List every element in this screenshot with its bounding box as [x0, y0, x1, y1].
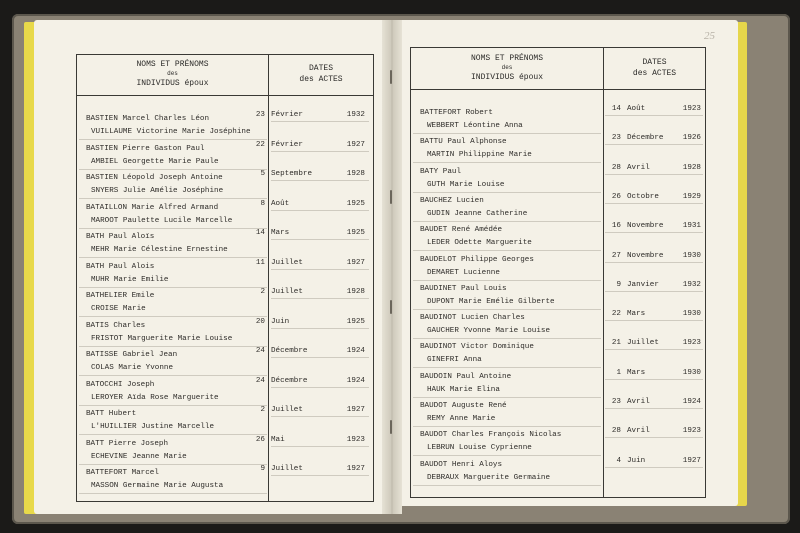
row-rule [271, 475, 369, 476]
act-month: Novembre [627, 251, 664, 260]
act-month: Juillet [627, 339, 659, 348]
wife-name: SNYERS Julie Amélie Joséphine [91, 187, 224, 195]
header-rule [411, 89, 705, 90]
row-rule [79, 434, 267, 435]
act-day: 1 [616, 368, 621, 377]
names-header-line2: des [167, 70, 178, 77]
act-year: 1932 [346, 111, 365, 119]
row-rule [413, 133, 601, 134]
wife-name: WEBBERT Léontine Anna [427, 122, 523, 130]
act-year: 1932 [682, 280, 701, 289]
act-month: Avril [627, 163, 650, 172]
act-day: 24 [255, 376, 265, 385]
act-year: 1927 [346, 406, 365, 414]
wife-name: VUILLAUME Victorine Marie Joséphine [91, 128, 251, 136]
husband-name: BATTEFORT Robert [420, 109, 493, 117]
act-month: Avril [627, 427, 650, 436]
husband-name: BATH Paul Alois [86, 262, 155, 271]
wife-name: MEHR Marie Célestine Ernestine [91, 246, 228, 254]
row-rule [79, 257, 267, 258]
row-rule [605, 203, 703, 204]
act-day: 5 [260, 170, 265, 178]
wife-name: HAUK Marie Elina [427, 385, 500, 394]
act-month: Avril [627, 398, 650, 406]
act-month: Août [271, 199, 290, 208]
row-rule [605, 291, 703, 292]
act-month: Août [627, 105, 646, 113]
row-rule [605, 379, 703, 380]
act-year: 1930 [682, 251, 701, 260]
dates-header-line1: DATES [642, 58, 667, 67]
act-month: Octobre [627, 192, 659, 201]
husband-name: BATAILLON Marie Alfred Armand [86, 203, 219, 212]
wife-name: LEDER Odette Marguerite [427, 239, 532, 248]
wife-name: MARTIN Philippine Marie [427, 151, 532, 160]
act-month: Janvier [627, 280, 659, 289]
act-day: 16 [611, 222, 621, 231]
row-rule [413, 162, 601, 163]
wife-name: REMY Anne Marie [427, 415, 496, 423]
act-month: Mars [271, 229, 290, 237]
act-year: 1923 [346, 435, 365, 444]
dates-header-line2: des ACTES [632, 69, 677, 78]
act-year: 1925 [346, 229, 365, 237]
act-year: 1924 [346, 347, 365, 355]
row-rule [413, 192, 601, 193]
row-rule [79, 405, 267, 406]
row-rule [79, 464, 267, 465]
husband-name: BAUDINOT Victor Dominique [420, 343, 534, 352]
row-rule [79, 375, 267, 376]
act-month: Mars [627, 310, 646, 319]
act-day: 8 [260, 199, 265, 208]
row-rule [271, 151, 369, 152]
names-header [411, 53, 603, 83]
husband-name: BATISSE Gabriel Jean [86, 351, 178, 359]
act-day: 2 [260, 288, 265, 296]
act-day: 26 [255, 435, 265, 444]
row-rule [605, 262, 703, 263]
husband-name: BASTIEN Léopold Joseph Antoine [86, 174, 223, 182]
act-year: 1924 [682, 398, 701, 406]
row-rule [413, 397, 601, 398]
binding-stitch [390, 300, 392, 314]
wife-name: LEROYER Aïda Rose Marguerite [91, 393, 219, 402]
husband-name: BAUCHEZ Lucien [420, 196, 484, 205]
wife-name: DEBRAUX Marguerite Germaine [427, 473, 551, 482]
binding-stitch [390, 70, 392, 84]
wife-name: FRISTOT Marguerite Marie Louise [91, 334, 233, 343]
act-day: 14 [255, 229, 265, 237]
row-rule [271, 387, 369, 388]
row-rule [605, 174, 703, 175]
header-rule [77, 95, 373, 96]
act-month: Juin [271, 317, 290, 326]
act-day: 26 [611, 192, 621, 201]
row-rule [271, 180, 369, 181]
act-day: 23 [255, 111, 265, 119]
row-rule [605, 144, 703, 145]
row-rule [79, 169, 267, 170]
row-rule [413, 250, 601, 251]
wife-name: DUPONT Marie Emélie Gilberte [427, 297, 555, 306]
husband-name: BATY Paul [420, 167, 462, 176]
act-month: Décembre [627, 134, 664, 143]
husband-name: BATT Hubert [86, 410, 137, 418]
row-rule [271, 298, 369, 299]
wife-name: MASSON Germaine Marie Augusta [91, 482, 224, 490]
row-rule [271, 446, 369, 447]
row-rule [413, 309, 601, 310]
act-year: 1928 [682, 163, 701, 172]
act-year: 1925 [346, 199, 365, 208]
act-year: 1927 [346, 465, 365, 473]
husband-name: BASTIEN Pierre Gaston Paul [86, 144, 205, 153]
row-rule [271, 239, 369, 240]
row-rule [271, 416, 369, 417]
act-month: Mars [627, 368, 646, 377]
husband-name: BATTU Paul Alphonse [420, 138, 507, 147]
row-rule [271, 328, 369, 329]
act-month: Juillet [271, 465, 303, 473]
column-divider [268, 55, 269, 501]
row-rule [79, 139, 267, 140]
row-rule [605, 467, 703, 468]
binding-stitch [390, 420, 392, 434]
husband-name: BAUDET René Amédée [420, 226, 503, 235]
act-year: 1926 [682, 134, 701, 143]
act-month: Février [271, 111, 303, 119]
act-day: 14 [611, 105, 621, 113]
names-header-line1: NOMS ET PRÉNOMS [470, 54, 543, 63]
act-month: Décembre [271, 376, 308, 385]
dates-header [604, 57, 705, 79]
act-month: Février [271, 140, 303, 149]
act-day: 22 [255, 140, 265, 149]
act-year: 1923 [682, 427, 701, 436]
wife-name: AMBIEL Georgette Marie Paule [91, 157, 219, 166]
act-day: 9 [616, 280, 621, 289]
act-month: Juillet [271, 258, 303, 267]
act-year: 1928 [346, 170, 365, 178]
act-year: 1927 [346, 140, 365, 149]
row-rule [79, 228, 267, 229]
names-header-line2: des [501, 64, 513, 71]
row-rule [605, 408, 703, 409]
wife-name: ECHEVINE Jeanne Marie [91, 452, 187, 461]
row-rule [271, 121, 369, 122]
husband-name: BAUDOT Charles François Nicolas [420, 431, 562, 440]
row-rule [605, 320, 703, 321]
row-rule [413, 485, 601, 486]
husband-name: BATHELIER Emile [86, 292, 155, 300]
row-rule [271, 210, 369, 211]
row-rule [271, 357, 369, 358]
row-rule [413, 338, 601, 339]
names-header-line3: INDIVIDUS époux [136, 79, 209, 88]
act-day: 4 [616, 456, 621, 465]
book-gutter [382, 20, 402, 514]
names-header-line3: INDIVIDUS époux [470, 73, 543, 82]
names-header-line1: NOMS ET PRÉNOMS [136, 60, 209, 69]
column-divider [603, 48, 604, 497]
act-year: 1930 [682, 368, 701, 377]
act-year: 1928 [346, 288, 365, 296]
act-month: Juin [627, 456, 646, 465]
row-rule [79, 198, 267, 199]
act-month: Novembre [627, 222, 664, 231]
wife-name: L'HUILLIER Justine Marcelle [91, 423, 215, 431]
act-day: 22 [611, 310, 621, 319]
act-day: 24 [255, 347, 265, 355]
wife-name: LEBRUN Louise Cyprienne [427, 444, 532, 453]
act-year: 1929 [682, 192, 701, 201]
row-rule [79, 346, 267, 347]
row-rule [271, 269, 369, 270]
act-year: 1930 [682, 310, 701, 319]
act-month: Juillet [271, 288, 303, 296]
husband-name: BATOCCHI Joseph [86, 380, 155, 389]
act-month: Septembre [271, 170, 313, 178]
act-month: Mai [271, 435, 285, 444]
names-header [77, 59, 268, 89]
husband-name: BATTEFORT Marcel [86, 469, 159, 477]
husband-name: BASTIEN Marcel Charles Léon [86, 115, 210, 123]
husband-name: BATIS Charles [86, 321, 146, 330]
row-rule [413, 221, 601, 222]
act-day: 27 [611, 251, 621, 260]
row-rule [79, 316, 267, 317]
wife-name: COLAS Marie Yvonne [91, 364, 174, 372]
act-year: 1925 [346, 317, 365, 326]
wife-name: GINEFRI Anna [427, 356, 482, 365]
binding-stitch [390, 190, 392, 204]
row-rule [413, 280, 601, 281]
row-rule [413, 455, 601, 456]
register-table-left [76, 54, 374, 502]
husband-name: BAUDOIN Paul Antoine [420, 372, 512, 381]
act-day: 28 [611, 163, 621, 172]
husband-name: BAUDINOT Lucien Charles [420, 314, 525, 323]
husband-name: BATH Paul Aloïs [86, 233, 155, 241]
act-year: 1927 [682, 456, 701, 465]
wife-name: GAUCHER Yvonne Marie Louise [427, 327, 551, 336]
act-day: 2 [260, 406, 265, 414]
act-day: 21 [611, 339, 621, 348]
husband-name: BATT Pierre Joseph [86, 439, 169, 448]
row-rule [79, 493, 267, 494]
page-number: 25 [704, 30, 715, 42]
act-month: Juillet [271, 406, 303, 414]
act-day: 20 [255, 317, 265, 326]
act-year: 1923 [682, 105, 701, 113]
register-table-right [410, 47, 706, 498]
act-day: 23 [611, 398, 621, 406]
row-rule [79, 287, 267, 288]
dates-header-line1: DATES [308, 64, 333, 73]
dates-header-line2: des ACTES [299, 75, 343, 84]
wife-name: GUTH Marie Louise [427, 180, 505, 189]
act-year: 1924 [346, 376, 365, 385]
wife-name: GUDIN Jeanne Catherine [427, 209, 528, 218]
act-year: 1927 [346, 258, 365, 267]
husband-name: BAUDELOT Philippe Georges [420, 255, 534, 264]
act-year: 1923 [682, 339, 701, 348]
row-rule [605, 349, 703, 350]
act-day: 28 [611, 427, 621, 436]
act-day: 9 [260, 465, 265, 473]
husband-name: BAUDINET Paul Louis [420, 284, 507, 293]
wife-name: CROISE Marie [91, 305, 146, 313]
act-year: 1931 [682, 222, 701, 231]
wife-name: MUHR Marie Emilie [91, 275, 169, 284]
row-rule [605, 115, 703, 116]
act-day: 23 [611, 134, 621, 143]
dates-header [269, 63, 373, 85]
wife-name: DEMARET Lucienne [427, 268, 500, 277]
act-day: 11 [255, 258, 265, 267]
wife-name: MAROOT Paulette Lucile Marcelle [91, 216, 233, 225]
row-rule [413, 367, 601, 368]
row-rule [605, 437, 703, 438]
husband-name: BAUDOT Auguste René [420, 402, 507, 410]
act-month: Décembre [271, 347, 308, 355]
row-rule [605, 232, 703, 233]
husband-name: BAUDOT Henri Aloys [420, 460, 503, 469]
row-rule [413, 426, 601, 427]
